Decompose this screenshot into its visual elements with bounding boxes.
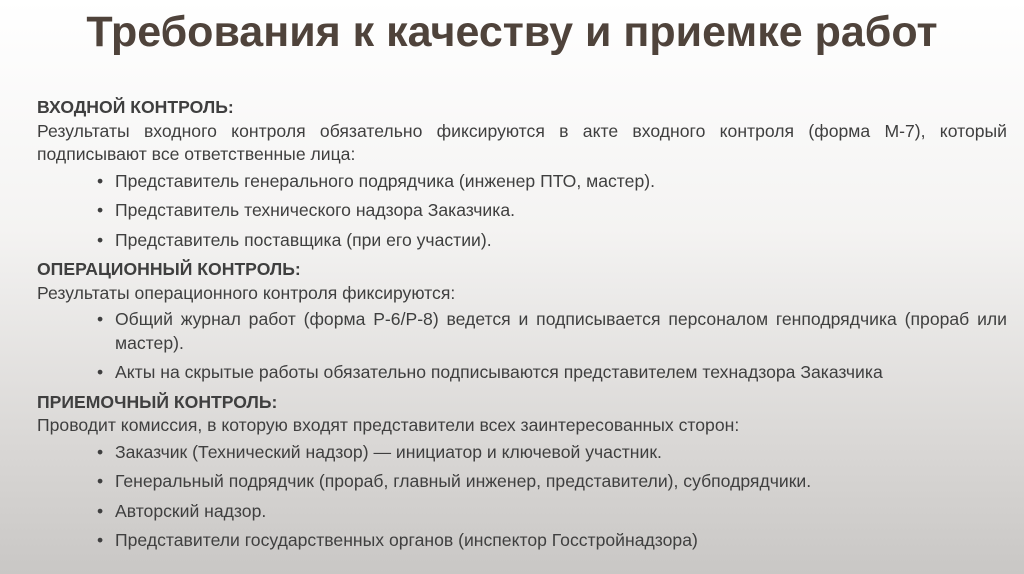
section-acceptance-control [37,391,1007,553]
list-item: • Представитель поставщика (при его участии). [115,229,1007,253]
list-item: • Представитель технического надзора Заказчика. [115,199,1007,223]
section-intro: Проводит комиссия, в которую входят представители всех заинтересованных сторон: [37,415,740,435]
bullet-list [37,308,1007,385]
bullet-list [37,441,1007,553]
section-operational-control [37,258,1007,385]
list-item: • Общий журнал работ (форма Р-6/Р-8) ведется и подписывается персоналом генподрядчика (прораб или мастер). [115,308,1007,355]
bullet-list [37,170,1007,253]
slide-content [37,96,1007,559]
section-incoming-control [37,96,1007,252]
section-heading: ОПЕРАЦИОННЫЙ КОНТРОЛЬ: [37,259,301,279]
list-item: • Представитель генерального подрядчика (инженер ПТО, мастер). [115,170,1007,194]
section-heading: ВХОДНОЙ КОНТРОЛЬ: [37,97,234,117]
list-item: • Акты на скрытые работы обязательно подписываются представителем технадзора Заказчика [115,361,1007,385]
list-item: • Представители государственных органов (инспектор Госстройнадзора) [115,529,1007,553]
section-intro: Результаты операционного контроля фиксируются: [37,282,456,303]
section-intro: Результаты входного контроля обязательно фиксируются в акте входного контроля (форма М-7), который подписывают все ответственные лица: [37,120,1007,164]
list-item: • Заказчик (Технический надзор) — инициатор и ключевой участник. [115,441,1007,465]
section-heading: ПРИЕМОЧНЫЙ КОНТРОЛЬ: [37,391,278,412]
list-item: • Авторский надзор. [115,500,1007,524]
slide-title: Требования к качеству и приемке работ [86,8,938,56]
list-item: • Генеральный подрядчик (прораб, главный инженер, представители), субподрядчики. [115,470,1007,494]
